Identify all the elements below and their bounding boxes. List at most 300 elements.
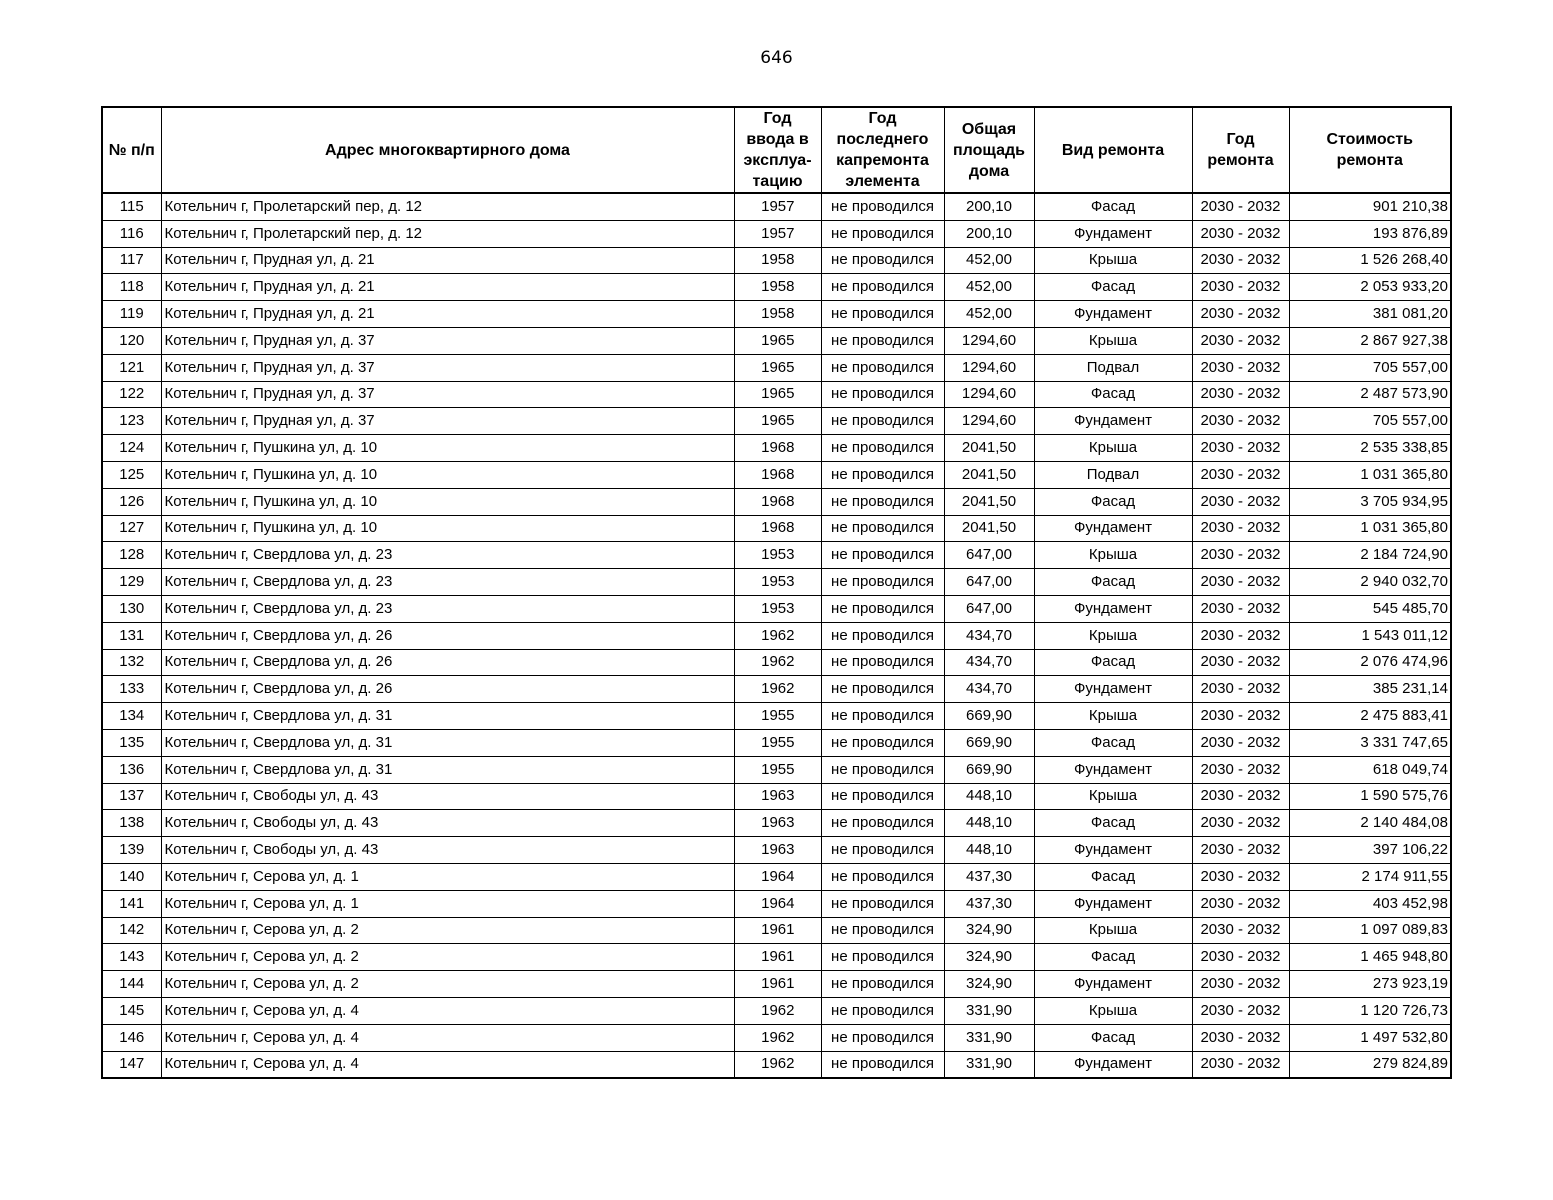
commission-year-cell: 1965 <box>734 408 821 435</box>
address-cell: Котельнич г, Прудная ул, д. 37 <box>161 381 734 408</box>
commission-year-cell: 1964 <box>734 863 821 890</box>
repair-type-cell: Крыша <box>1034 247 1192 274</box>
repair-type-cell: Фасад <box>1034 381 1192 408</box>
last-repair-cell: не проводился <box>821 756 944 783</box>
repair-cost-cell: 2 487 573,90 <box>1289 381 1451 408</box>
commission-year-cell: 1962 <box>734 676 821 703</box>
repair-type-cell: Фасад <box>1034 944 1192 971</box>
address-cell: Котельнич г, Пушкина ул, д. 10 <box>161 488 734 515</box>
table-row <box>102 327 1451 354</box>
table-row <box>102 354 1451 381</box>
commission-year-cell: 1962 <box>734 1024 821 1051</box>
commission-year-cell: 1955 <box>734 703 821 730</box>
total-area-cell: 448,10 <box>944 783 1034 810</box>
commission-year-cell: 1961 <box>734 944 821 971</box>
total-area-cell: 324,90 <box>944 917 1034 944</box>
repair-type-cell: Фасад <box>1034 863 1192 890</box>
repair-cost-cell: 1 543 011,12 <box>1289 622 1451 649</box>
address-cell: Котельнич г, Свердлова ул, д. 23 <box>161 569 734 596</box>
repair-cost-cell: 279 824,89 <box>1289 1051 1451 1078</box>
row-number-cell: 139 <box>102 837 161 864</box>
last-repair-cell: не проводился <box>821 354 944 381</box>
table-row <box>102 783 1451 810</box>
row-number-cell: 130 <box>102 595 161 622</box>
repair-period-cell: 2030 - 2032 <box>1192 595 1289 622</box>
repair-cost-cell: 273 923,19 <box>1289 971 1451 998</box>
header-repair-period: Год ремонта <box>1192 107 1289 193</box>
repair-type-cell: Фасад <box>1034 810 1192 837</box>
table-row <box>102 756 1451 783</box>
repair-period-cell: 2030 - 2032 <box>1192 569 1289 596</box>
row-number-cell: 121 <box>102 354 161 381</box>
repair-cost-cell: 385 231,14 <box>1289 676 1451 703</box>
row-number-cell: 115 <box>102 193 161 220</box>
total-area-cell: 1294,60 <box>944 354 1034 381</box>
total-area-cell: 2041,50 <box>944 461 1034 488</box>
repair-type-cell: Фундамент <box>1034 837 1192 864</box>
repair-type-cell: Крыша <box>1034 997 1192 1024</box>
repair-cost-cell: 2 076 474,96 <box>1289 649 1451 676</box>
table-body <box>102 193 1451 1078</box>
repair-type-cell: Фундамент <box>1034 1051 1192 1078</box>
repair-type-cell: Крыша <box>1034 783 1192 810</box>
commission-year-cell: 1968 <box>734 488 821 515</box>
table-row <box>102 703 1451 730</box>
repair-type-cell: Фундамент <box>1034 595 1192 622</box>
repair-cost-cell: 618 049,74 <box>1289 756 1451 783</box>
commission-year-cell: 1968 <box>734 515 821 542</box>
address-cell: Котельнич г, Серова ул, д. 1 <box>161 863 734 890</box>
repair-period-cell: 2030 - 2032 <box>1192 435 1289 462</box>
commission-year-cell: 1961 <box>734 971 821 998</box>
table-row <box>102 515 1451 542</box>
repair-cost-cell: 2 940 032,70 <box>1289 569 1451 596</box>
table-row <box>102 595 1451 622</box>
total-area-cell: 2041,50 <box>944 435 1034 462</box>
repair-cost-cell: 901 210,38 <box>1289 193 1451 220</box>
repair-cost-cell: 1 497 532,80 <box>1289 1024 1451 1051</box>
table-row <box>102 676 1451 703</box>
address-cell: Котельнич г, Пушкина ул, д. 10 <box>161 435 734 462</box>
total-area-cell: 331,90 <box>944 1051 1034 1078</box>
repair-cost-cell: 397 106,22 <box>1289 837 1451 864</box>
row-number-cell: 137 <box>102 783 161 810</box>
address-cell: Котельнич г, Серова ул, д. 4 <box>161 997 734 1024</box>
table-row <box>102 461 1451 488</box>
repair-period-cell: 2030 - 2032 <box>1192 247 1289 274</box>
table-row <box>102 622 1451 649</box>
commission-year-cell: 1965 <box>734 354 821 381</box>
repair-period-cell: 2030 - 2032 <box>1192 381 1289 408</box>
address-cell: Котельнич г, Серова ул, д. 4 <box>161 1024 734 1051</box>
row-number-cell: 132 <box>102 649 161 676</box>
row-number-cell: 134 <box>102 703 161 730</box>
repair-cost-cell: 2 184 724,90 <box>1289 542 1451 569</box>
row-number-cell: 145 <box>102 997 161 1024</box>
last-repair-cell: не проводился <box>821 220 944 247</box>
total-area-cell: 647,00 <box>944 542 1034 569</box>
repair-cost-cell: 3 705 934,95 <box>1289 488 1451 515</box>
table-row <box>102 729 1451 756</box>
table-row <box>102 408 1451 435</box>
repair-cost-cell: 193 876,89 <box>1289 220 1451 247</box>
commission-year-cell: 1955 <box>734 756 821 783</box>
address-cell: Котельнич г, Прудная ул, д. 21 <box>161 274 734 301</box>
total-area-cell: 434,70 <box>944 649 1034 676</box>
commission-year-cell: 1963 <box>734 837 821 864</box>
address-cell: Котельнич г, Пролетарский пер, д. 12 <box>161 220 734 247</box>
repair-cost-cell: 2 174 911,55 <box>1289 863 1451 890</box>
total-area-cell: 1294,60 <box>944 408 1034 435</box>
commission-year-cell: 1961 <box>734 917 821 944</box>
row-number-cell: 120 <box>102 327 161 354</box>
header-row <box>102 107 1451 193</box>
last-repair-cell: не проводился <box>821 649 944 676</box>
repair-period-cell: 2030 - 2032 <box>1192 783 1289 810</box>
table-row <box>102 542 1451 569</box>
commission-year-cell: 1963 <box>734 810 821 837</box>
row-number-cell: 129 <box>102 569 161 596</box>
table-row <box>102 810 1451 837</box>
table-row <box>102 488 1451 515</box>
total-area-cell: 669,90 <box>944 729 1034 756</box>
commission-year-cell: 1955 <box>734 729 821 756</box>
total-area-cell: 437,30 <box>944 863 1034 890</box>
repair-period-cell: 2030 - 2032 <box>1192 703 1289 730</box>
address-cell: Котельнич г, Свердлова ул, д. 31 <box>161 703 734 730</box>
header-address: Адрес многоквартирного дома <box>161 107 734 193</box>
table-row <box>102 837 1451 864</box>
last-repair-cell: не проводился <box>821 408 944 435</box>
commission-year-cell: 1958 <box>734 301 821 328</box>
table-row <box>102 381 1451 408</box>
total-area-cell: 452,00 <box>944 301 1034 328</box>
header-row-number: № п/п <box>102 107 161 193</box>
repair-type-cell: Фундамент <box>1034 890 1192 917</box>
repair-period-cell: 2030 - 2032 <box>1192 676 1289 703</box>
repair-period-cell: 2030 - 2032 <box>1192 515 1289 542</box>
repair-cost-cell: 2 053 933,20 <box>1289 274 1451 301</box>
repair-type-cell: Фасад <box>1034 649 1192 676</box>
address-cell: Котельнич г, Серова ул, д. 2 <box>161 917 734 944</box>
commission-year-cell: 1962 <box>734 649 821 676</box>
address-cell: Котельнич г, Свердлова ул, д. 23 <box>161 542 734 569</box>
repair-cost-cell: 545 485,70 <box>1289 595 1451 622</box>
last-repair-cell: не проводился <box>821 488 944 515</box>
table-row <box>102 569 1451 596</box>
repair-period-cell: 2030 - 2032 <box>1192 863 1289 890</box>
last-repair-cell: не проводился <box>821 837 944 864</box>
repair-type-cell: Фундамент <box>1034 676 1192 703</box>
repair-cost-cell: 705 557,00 <box>1289 408 1451 435</box>
address-cell: Котельнич г, Свердлова ул, д. 31 <box>161 729 734 756</box>
repair-type-cell: Подвал <box>1034 354 1192 381</box>
row-number-cell: 123 <box>102 408 161 435</box>
row-number-cell: 144 <box>102 971 161 998</box>
address-cell: Котельнич г, Пушкина ул, д. 10 <box>161 515 734 542</box>
commission-year-cell: 1965 <box>734 381 821 408</box>
address-cell: Котельнич г, Свердлова ул, д. 31 <box>161 756 734 783</box>
total-area-cell: 434,70 <box>944 622 1034 649</box>
table-row <box>102 944 1451 971</box>
repair-cost-cell: 2 475 883,41 <box>1289 703 1451 730</box>
repair-cost-cell: 2 140 484,08 <box>1289 810 1451 837</box>
row-number-cell: 140 <box>102 863 161 890</box>
table-row <box>102 301 1451 328</box>
commission-year-cell: 1962 <box>734 1051 821 1078</box>
total-area-cell: 200,10 <box>944 193 1034 220</box>
last-repair-cell: не проводился <box>821 703 944 730</box>
commission-year-cell: 1953 <box>734 542 821 569</box>
repair-cost-cell: 1 526 268,40 <box>1289 247 1451 274</box>
table-row <box>102 1024 1451 1051</box>
repair-cost-cell: 1 097 089,83 <box>1289 917 1451 944</box>
repair-period-cell: 2030 - 2032 <box>1192 274 1289 301</box>
repair-cost-cell: 381 081,20 <box>1289 301 1451 328</box>
address-cell: Котельнич г, Прудная ул, д. 21 <box>161 301 734 328</box>
address-cell: Котельнич г, Свердлова ул, д. 26 <box>161 622 734 649</box>
table-row <box>102 1051 1451 1078</box>
total-area-cell: 331,90 <box>944 1024 1034 1051</box>
repair-period-cell: 2030 - 2032 <box>1192 917 1289 944</box>
total-area-cell: 448,10 <box>944 810 1034 837</box>
address-cell: Котельнич г, Прудная ул, д. 37 <box>161 408 734 435</box>
commission-year-cell: 1953 <box>734 595 821 622</box>
repair-type-cell: Фасад <box>1034 1024 1192 1051</box>
table-row <box>102 917 1451 944</box>
address-cell: Котельнич г, Серова ул, д. 1 <box>161 890 734 917</box>
header-last-repair-year: Год последнего капремонта элемента <box>821 107 944 193</box>
repair-type-cell: Крыша <box>1034 542 1192 569</box>
address-cell: Котельнич г, Прудная ул, д. 21 <box>161 247 734 274</box>
row-number-cell: 138 <box>102 810 161 837</box>
row-number-cell: 128 <box>102 542 161 569</box>
repair-cost-cell: 1 120 726,73 <box>1289 997 1451 1024</box>
repair-period-cell: 2030 - 2032 <box>1192 649 1289 676</box>
header-repair-type: Вид ремонта <box>1034 107 1192 193</box>
address-cell: Котельнич г, Свердлова ул, д. 26 <box>161 649 734 676</box>
commission-year-cell: 1953 <box>734 569 821 596</box>
address-cell: Котельнич г, Свердлова ул, д. 26 <box>161 676 734 703</box>
repair-period-cell: 2030 - 2032 <box>1192 890 1289 917</box>
last-repair-cell: не проводился <box>821 863 944 890</box>
total-area-cell: 669,90 <box>944 703 1034 730</box>
repair-cost-cell: 403 452,98 <box>1289 890 1451 917</box>
row-number-cell: 117 <box>102 247 161 274</box>
total-area-cell: 647,00 <box>944 595 1034 622</box>
repair-period-cell: 2030 - 2032 <box>1192 488 1289 515</box>
total-area-cell: 331,90 <box>944 997 1034 1024</box>
page-number: 646 <box>760 48 793 68</box>
header-total-area: Общая площадь дома <box>944 107 1034 193</box>
repair-period-cell: 2030 - 2032 <box>1192 997 1289 1024</box>
last-repair-cell: не проводился <box>821 247 944 274</box>
repair-period-cell: 2030 - 2032 <box>1192 729 1289 756</box>
repair-type-cell: Крыша <box>1034 327 1192 354</box>
last-repair-cell: не проводился <box>821 783 944 810</box>
last-repair-cell: не проводился <box>821 193 944 220</box>
commission-year-cell: 1957 <box>734 220 821 247</box>
commission-year-cell: 1963 <box>734 783 821 810</box>
table-row <box>102 247 1451 274</box>
repair-schedule-table <box>101 106 1452 1079</box>
row-number-cell: 146 <box>102 1024 161 1051</box>
repair-type-cell: Фасад <box>1034 274 1192 301</box>
last-repair-cell: не проводился <box>821 542 944 569</box>
last-repair-cell: не проводился <box>821 327 944 354</box>
address-cell: Котельнич г, Свободы ул, д. 43 <box>161 837 734 864</box>
last-repair-cell: не проводился <box>821 381 944 408</box>
repair-cost-cell: 1 465 948,80 <box>1289 944 1451 971</box>
total-area-cell: 1294,60 <box>944 327 1034 354</box>
table-row <box>102 649 1451 676</box>
repair-period-cell: 2030 - 2032 <box>1192 1051 1289 1078</box>
address-cell: Котельнич г, Серова ул, д. 4 <box>161 1051 734 1078</box>
table-row <box>102 997 1451 1024</box>
repair-period-cell: 2030 - 2032 <box>1192 220 1289 247</box>
row-number-cell: 143 <box>102 944 161 971</box>
last-repair-cell: не проводился <box>821 435 944 462</box>
repair-type-cell: Фундамент <box>1034 971 1192 998</box>
last-repair-cell: не проводился <box>821 890 944 917</box>
repair-type-cell: Крыша <box>1034 917 1192 944</box>
total-area-cell: 669,90 <box>944 756 1034 783</box>
repair-type-cell: Фундамент <box>1034 515 1192 542</box>
address-cell: Котельнич г, Пролетарский пер, д. 12 <box>161 193 734 220</box>
row-number-cell: 116 <box>102 220 161 247</box>
total-area-cell: 200,10 <box>944 220 1034 247</box>
total-area-cell: 448,10 <box>944 837 1034 864</box>
repair-period-cell: 2030 - 2032 <box>1192 193 1289 220</box>
repair-type-cell: Крыша <box>1034 622 1192 649</box>
last-repair-cell: не проводился <box>821 971 944 998</box>
address-cell: Котельнич г, Серова ул, д. 2 <box>161 971 734 998</box>
total-area-cell: 452,00 <box>944 247 1034 274</box>
table-row <box>102 971 1451 998</box>
total-area-cell: 2041,50 <box>944 515 1034 542</box>
table-row <box>102 890 1451 917</box>
row-number-cell: 126 <box>102 488 161 515</box>
total-area-cell: 647,00 <box>944 569 1034 596</box>
repair-cost-cell: 3 331 747,65 <box>1289 729 1451 756</box>
repair-period-cell: 2030 - 2032 <box>1192 542 1289 569</box>
commission-year-cell: 1965 <box>734 327 821 354</box>
total-area-cell: 434,70 <box>944 676 1034 703</box>
repair-period-cell: 2030 - 2032 <box>1192 408 1289 435</box>
repair-type-cell: Подвал <box>1034 461 1192 488</box>
repair-cost-cell: 705 557,00 <box>1289 354 1451 381</box>
last-repair-cell: не проводился <box>821 569 944 596</box>
repair-type-cell: Фундамент <box>1034 756 1192 783</box>
repair-period-cell: 2030 - 2032 <box>1192 327 1289 354</box>
last-repair-cell: не проводился <box>821 917 944 944</box>
row-number-cell: 142 <box>102 917 161 944</box>
last-repair-cell: не проводился <box>821 461 944 488</box>
last-repair-cell: не проводился <box>821 1024 944 1051</box>
address-cell: Котельнич г, Свердлова ул, д. 23 <box>161 595 734 622</box>
row-number-cell: 141 <box>102 890 161 917</box>
last-repair-cell: не проводился <box>821 729 944 756</box>
last-repair-cell: не проводился <box>821 810 944 837</box>
repair-type-cell: Фасад <box>1034 488 1192 515</box>
commission-year-cell: 1964 <box>734 890 821 917</box>
commission-year-cell: 1962 <box>734 997 821 1024</box>
repair-period-cell: 2030 - 2032 <box>1192 622 1289 649</box>
commission-year-cell: 1968 <box>734 435 821 462</box>
repair-cost-cell: 1 590 575,76 <box>1289 783 1451 810</box>
last-repair-cell: не проводился <box>821 676 944 703</box>
row-number-cell: 135 <box>102 729 161 756</box>
total-area-cell: 1294,60 <box>944 381 1034 408</box>
repair-type-cell: Крыша <box>1034 435 1192 462</box>
repair-type-cell: Фасад <box>1034 569 1192 596</box>
repair-cost-cell: 1 031 365,80 <box>1289 515 1451 542</box>
last-repair-cell: не проводился <box>821 301 944 328</box>
repair-period-cell: 2030 - 2032 <box>1192 944 1289 971</box>
row-number-cell: 124 <box>102 435 161 462</box>
commission-year-cell: 1958 <box>734 274 821 301</box>
repair-cost-cell: 1 031 365,80 <box>1289 461 1451 488</box>
last-repair-cell: не проводился <box>821 944 944 971</box>
commission-year-cell: 1968 <box>734 461 821 488</box>
address-cell: Котельнич г, Прудная ул, д. 37 <box>161 354 734 381</box>
repair-type-cell: Фундамент <box>1034 301 1192 328</box>
repair-cost-cell: 2 867 927,38 <box>1289 327 1451 354</box>
address-cell: Котельнич г, Свободы ул, д. 43 <box>161 810 734 837</box>
address-cell: Котельнич г, Прудная ул, д. 37 <box>161 327 734 354</box>
total-area-cell: 2041,50 <box>944 488 1034 515</box>
repair-period-cell: 2030 - 2032 <box>1192 301 1289 328</box>
row-number-cell: 136 <box>102 756 161 783</box>
total-area-cell: 324,90 <box>944 944 1034 971</box>
row-number-cell: 127 <box>102 515 161 542</box>
last-repair-cell: не проводился <box>821 274 944 301</box>
table-row <box>102 435 1451 462</box>
row-number-cell: 131 <box>102 622 161 649</box>
repair-type-cell: Фундамент <box>1034 408 1192 435</box>
row-number-cell: 118 <box>102 274 161 301</box>
table-row <box>102 193 1451 220</box>
repair-period-cell: 2030 - 2032 <box>1192 461 1289 488</box>
last-repair-cell: не проводился <box>821 622 944 649</box>
last-repair-cell: не проводился <box>821 595 944 622</box>
commission-year-cell: 1962 <box>734 622 821 649</box>
header-repair-cost: Стоимость ремонта <box>1289 107 1451 193</box>
table-row <box>102 220 1451 247</box>
row-number-cell: 125 <box>102 461 161 488</box>
total-area-cell: 452,00 <box>944 274 1034 301</box>
commission-year-cell: 1958 <box>734 247 821 274</box>
last-repair-cell: не проводился <box>821 1051 944 1078</box>
repair-period-cell: 2030 - 2032 <box>1192 971 1289 998</box>
last-repair-cell: не проводился <box>821 515 944 542</box>
row-number-cell: 122 <box>102 381 161 408</box>
row-number-cell: 133 <box>102 676 161 703</box>
total-area-cell: 437,30 <box>944 890 1034 917</box>
row-number-cell: 119 <box>102 301 161 328</box>
repair-type-cell: Крыша <box>1034 703 1192 730</box>
row-number-cell: 147 <box>102 1051 161 1078</box>
repair-period-cell: 2030 - 2032 <box>1192 756 1289 783</box>
last-repair-cell: не проводился <box>821 997 944 1024</box>
address-cell: Котельнич г, Серова ул, д. 2 <box>161 944 734 971</box>
repair-period-cell: 2030 - 2032 <box>1192 810 1289 837</box>
repair-period-cell: 2030 - 2032 <box>1192 354 1289 381</box>
table-row <box>102 274 1451 301</box>
repair-type-cell: Фасад <box>1034 193 1192 220</box>
header-commission-year: Год ввода в эксплуа-тацию <box>734 107 821 193</box>
commission-year-cell: 1957 <box>734 193 821 220</box>
